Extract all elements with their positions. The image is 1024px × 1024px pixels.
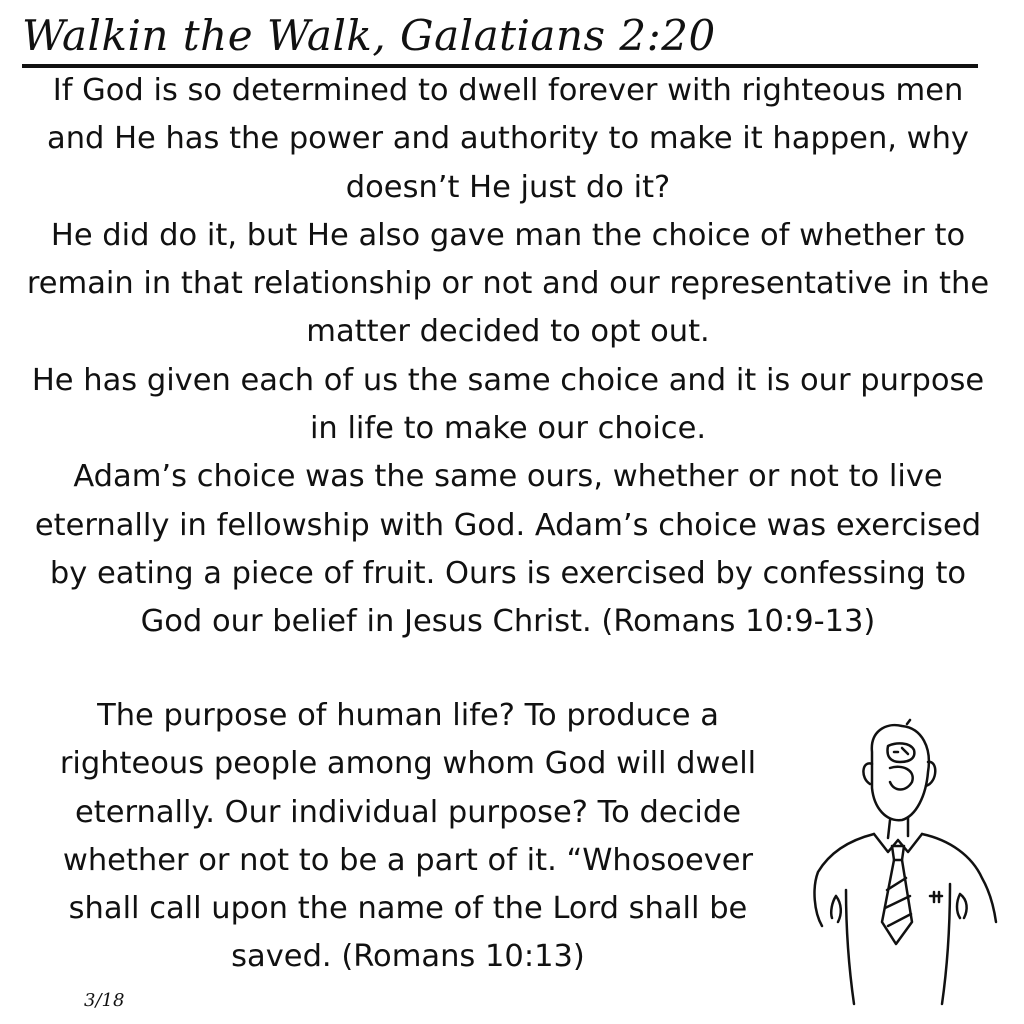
paragraph-question: If God is so determined to dwell forever with righteous men and He has the power and authority to make it happen, why doesn’t He just do it? — [47, 73, 969, 205]
main-text — [20, 67, 996, 647]
paragraph-adam: Adam’s choice was the same ours, whether or not to live eternally in fellowship with God. Adam’s choice was exercised by eating a piece of fruit. Ours is exercised by confessing to God our belief in Jesus Christ. (Romans 10:9-13) — [34, 459, 982, 640]
paragraph-purpose: The purpose of human life? To produce a righteous people among whom God will dwell eternally. Our individual purpose? To decide whether or not to be a part of it. “Whosoever shall call upon the name of the Lord shall be saved. (Romans 10:13) — [59, 698, 757, 975]
closing-text — [52, 692, 764, 982]
page-title: Walkin the Walk, Galatians 2:20 — [22, 11, 716, 60]
date-note: 3/18 — [84, 990, 125, 1011]
cartoon-man-with-tie-icon — [790, 712, 1010, 1012]
paragraph-answer: He did do it, but He also gave man the choice of whether to remain in that relationship or not and our representative in the matter decided to opt out. — [26, 217, 990, 350]
paragraph-choice: He has given each of us the same choice and it is our purpose in life to make our choice. — [31, 362, 985, 447]
